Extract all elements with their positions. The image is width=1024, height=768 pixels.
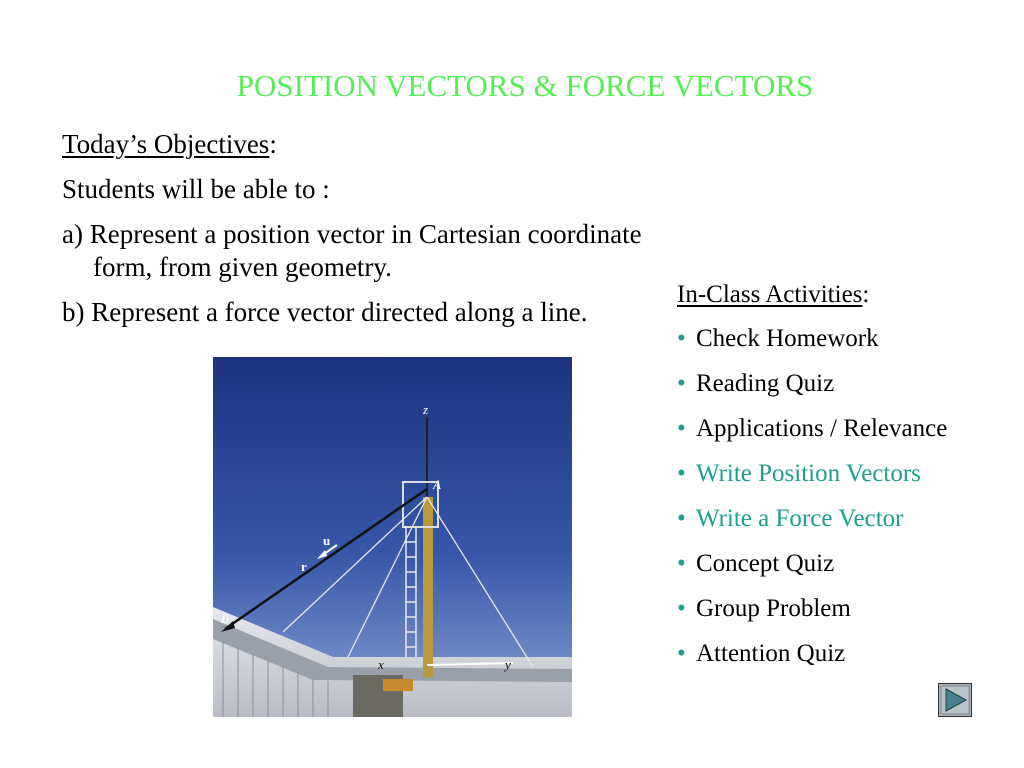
objectives-section	[62, 128, 662, 341]
bullet-icon: •	[677, 370, 686, 397]
activity-item-label: Reading Quiz	[696, 370, 835, 397]
label-r: r	[301, 559, 307, 574]
activity-item-label: Group Problem	[696, 595, 851, 622]
label-z: z	[423, 402, 429, 417]
objectives-heading-colon: :	[269, 129, 277, 159]
activity-item-label: Check Homework	[696, 325, 879, 352]
activity-item	[677, 639, 1007, 669]
objective-item-a: a) Represent a position vector in Cartesian coordinate form, from given geometry.	[62, 219, 642, 282]
bullet-icon: •	[677, 460, 686, 487]
activity-item	[677, 459, 1007, 489]
activity-item-label: Write a Force Vector	[696, 505, 904, 532]
bullet-icon: •	[677, 595, 686, 622]
slide-title: POSITION VECTORS & FORCE VECTORS	[236, 68, 814, 103]
label-y: y	[505, 657, 511, 672]
activity-item	[677, 324, 1007, 354]
label-B: B	[221, 611, 229, 626]
activities-heading	[677, 280, 1007, 310]
objectives-heading	[62, 128, 662, 161]
activity-item-label: Applications / Relevance	[696, 415, 948, 442]
objective-item-b: b) Represent a force vector directed along a line.	[62, 297, 588, 327]
activity-item-label: Concept Quiz	[696, 550, 835, 577]
activities-section	[677, 280, 1007, 684]
activity-item-label: Attention Quiz	[696, 640, 846, 667]
antenna-photo	[213, 357, 572, 717]
bullet-icon: •	[677, 640, 686, 667]
objectives-intro: Students will be able to :	[62, 174, 330, 204]
bullet-icon: •	[677, 325, 686, 352]
activities-list	[677, 324, 1007, 669]
bullet-icon: •	[677, 505, 686, 532]
activities-heading-colon: :	[862, 281, 870, 308]
label-u: u	[323, 533, 331, 548]
antenna-figure	[213, 357, 572, 717]
objectives-heading-text: Today’s Objectives	[62, 129, 270, 159]
activity-item	[677, 369, 1007, 399]
activity-item	[677, 414, 1007, 444]
activity-item	[677, 504, 1007, 534]
label-x: x	[378, 657, 384, 672]
bullet-icon: •	[677, 550, 686, 577]
bullet-icon: •	[677, 415, 686, 442]
activity-item	[677, 549, 1007, 579]
antenna-mast	[423, 497, 433, 677]
rooftop-equipment-orange	[383, 679, 413, 691]
activity-item	[677, 594, 1007, 624]
label-A: A	[433, 477, 441, 492]
activity-item-label: Write Position Vectors	[696, 460, 921, 487]
next-slide-button[interactable]	[938, 683, 972, 717]
activities-heading-text: In-Class Activities	[677, 281, 863, 308]
